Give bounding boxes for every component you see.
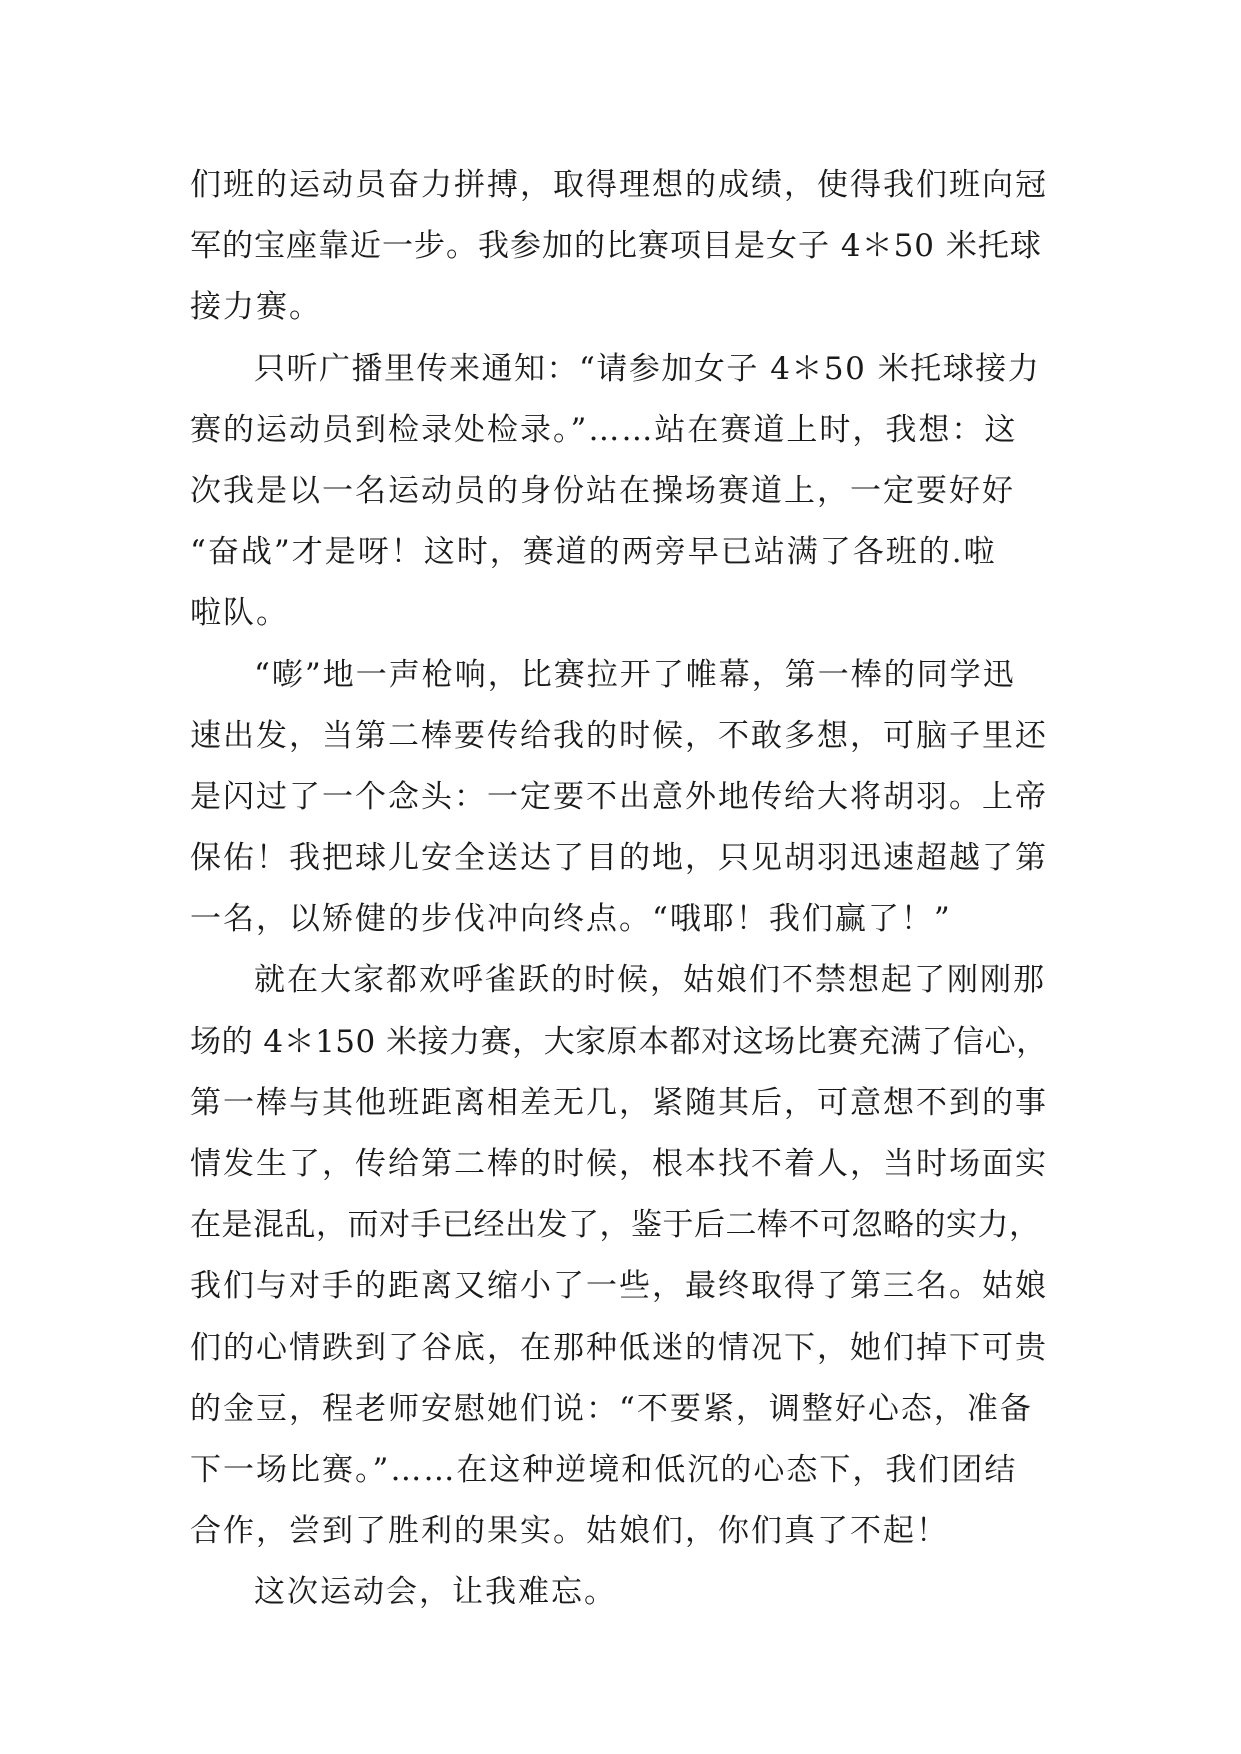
text-line: 接力赛。: [190, 289, 322, 326]
text-line: 是闪过了一个念头：一定要不出意外地传给大将胡羽。上帝: [190, 778, 1048, 815]
document-body: [190, 155, 1050, 1624]
text-line: 们班的运动员奋力拼搏，取得理想的成绩，使得我们班向冠: [190, 167, 1048, 203]
text-line: 速出发，当第二棒要传给我的时候，不敢多想，可脑子里还: [190, 717, 1048, 754]
text-line: 我们与对手的距离又缩小了一些，最终取得了第三名。姑娘: [190, 1268, 1048, 1305]
text-line: 们的心情跌到了谷底，在那种低迷的情况下，她们掉下可贵: [190, 1329, 1048, 1366]
text-line: “奋战”才是呀！这时，赛道的两旁早已站满了各班的.啦: [190, 534, 997, 571]
text-line: 在是混乱，而对手已经出发了，鉴于后二棒不可忽略的实力，: [190, 1207, 1041, 1244]
text-line: 情发生了，传给第二棒的时候，根本找不着人，当时场面实: [190, 1146, 1048, 1182]
text-line: 赛的运动员到检录处检录。”……站在赛道上时，我想：这: [190, 411, 1018, 448]
text-line: 合作，尝到了胜利的果实。姑娘们，你们真了不起！: [190, 1513, 949, 1550]
text-line: 一名，以矫健的步伐冲向终点。“哦耶！我们赢了！”: [190, 901, 952, 938]
text-line: 次我是以一名运动员的身份站在操场赛道上，一定要好好: [190, 472, 1015, 509]
text-line: 的金豆，程老师安慰她们说：“不要紧，调整好心态，准备: [190, 1390, 1033, 1427]
text-line: 场的 4＊150 米接力赛，大家原本都对这场比赛充满了信心，: [190, 1023, 1048, 1060]
text-line: 军的宝座靠近一步。我参加的比赛项目是女子 4＊50 米托球: [190, 228, 1042, 265]
text-line: “嘭”地一声枪响，比赛拉开了帷幕，第一棒的同学迅: [254, 656, 1016, 693]
text-line: 下一场比赛。”……在这种逆境和低沉的心态下，我们团结: [190, 1451, 1018, 1488]
text-line: 这次运动会，让我难忘。: [254, 1574, 617, 1611]
text-line: 第一棒与其他班距离相差无几，紧随其后，可意想不到的事: [190, 1084, 1048, 1121]
text-line: 保佑！我把球儿安全送达了目的地，只见胡羽迅速超越了第: [190, 840, 1048, 877]
text-line: 啦队。: [190, 595, 289, 632]
text-line: 就在大家都欢呼雀跃的时候，姑娘们不禁想起了刚刚那: [254, 962, 1046, 999]
text-line: 只听广播里传来通知：“请参加女子 4＊50 米托球接力: [254, 350, 1041, 387]
